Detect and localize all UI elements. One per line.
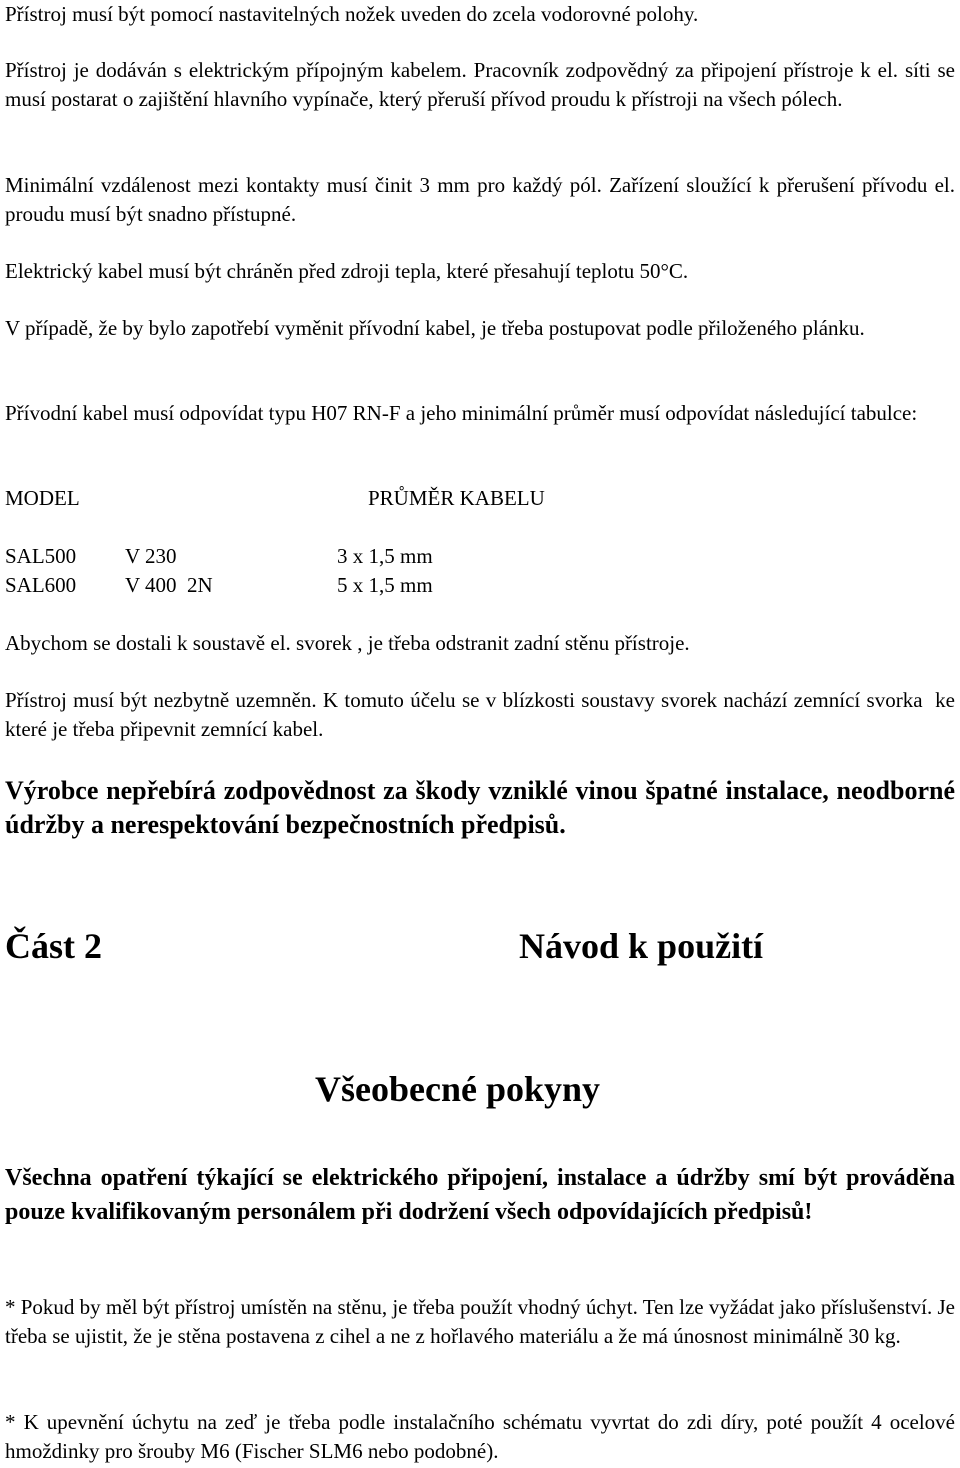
paragraph-cable-replacement: V případě, že by bylo zapotřebí vyměnit přívodní kabel, je třeba postupovat podle přiloženého plánku. — [5, 316, 865, 340]
table-row-voltage: V 400 2N — [125, 573, 213, 597]
paragraph-cable-type: Přívodní kabel musí odpovídat typu H07 RN-F a jeho minimální průměr musí odpovídat následující tabulce: — [5, 401, 918, 425]
paragraph-contact-distance: Minimální vzdálenost mezi kontakty musí činit 3 mm pro každý pól. Zařízení sloužící k přerušení přívodu el. proudu musí být snadno přístupné. — [5, 173, 955, 226]
table-row-diameter: 3 x 1,5 mm — [337, 544, 433, 568]
paragraph-terminals: Abychom se dostali k soustavě el. svorek , je třeba odstranit zadní stěnu přístroje. — [5, 631, 690, 655]
note-drilling: * K upevnění úchytu na zeď je třeba podle instalačního schématu vyvrtat do zdi díry, poté použít 4 ocelové hmoždinky pro šrouby M6 (Fischer SLM6 nebo podobné). — [5, 1410, 955, 1463]
paragraph-power-cable: Přístroj je dodáván s elektrickým přípojným kabelem. Pracovník zodpovědný za připojení přístroje k el. síti se musí postarat o zajištění hlavního vypínače, který přeruší přívod proudu k přístroji na všech pólech. — [5, 58, 955, 111]
note-wall-mount: * Pokud by měl být přístroj umístěn na stěnu, je třeba použít vhodný úchyt. Ten lze vyžádat jako příslušenství. Je třeba se ujistit, že je stěna postavena z cihel a ne z hořlavého materiálu a že má únosnost minimálně 30 kg. — [5, 1295, 955, 1348]
manufacturer-disclaimer: Výrobce nepřebírá zodpovědnost za škody vzniklé vinou špatné instalace, neodborné údržby a nerespektování bezpečnostních předpisů. — [5, 776, 955, 839]
qualified-personnel-warning: Všechna opatření týkající se elektrického připojení, instalace a údržby smí být prováděna pouze kvalifikovaným personálem při dodržení všech odpovídajících předpisů! — [5, 1165, 955, 1225]
paragraph-heat: Elektrický kabel musí být chráněn před zdroji tepla, které přesahují teplotu 50°C. — [5, 259, 689, 283]
table-header-diameter: PRŮMĚR KABELU — [368, 486, 545, 510]
table-row-model: SAL500 — [5, 544, 77, 568]
section-heading: Všeobecné pokyny — [315, 1069, 601, 1109]
table-row-model: SAL600 — [5, 573, 77, 597]
table-row-voltage: V 230 — [125, 544, 177, 568]
part-title-heading: Návod k použití — [519, 926, 764, 966]
paragraph-grounding: Přístroj musí být nezbytně uzemněn. K tomuto účelu se v blízkosti soustavy svorek nachází zemnící svorka ke které je třeba připevnit zemnící kabel. — [5, 688, 960, 741]
part-number-heading: Část 2 — [5, 926, 102, 966]
table-header-model: MODEL — [5, 486, 80, 510]
paragraph-leveling: Přístroj musí být pomocí nastavitelných nožek uveden do zcela vodorovné polohy. — [5, 2, 699, 26]
table-row-diameter: 5 x 1,5 mm — [337, 573, 433, 597]
